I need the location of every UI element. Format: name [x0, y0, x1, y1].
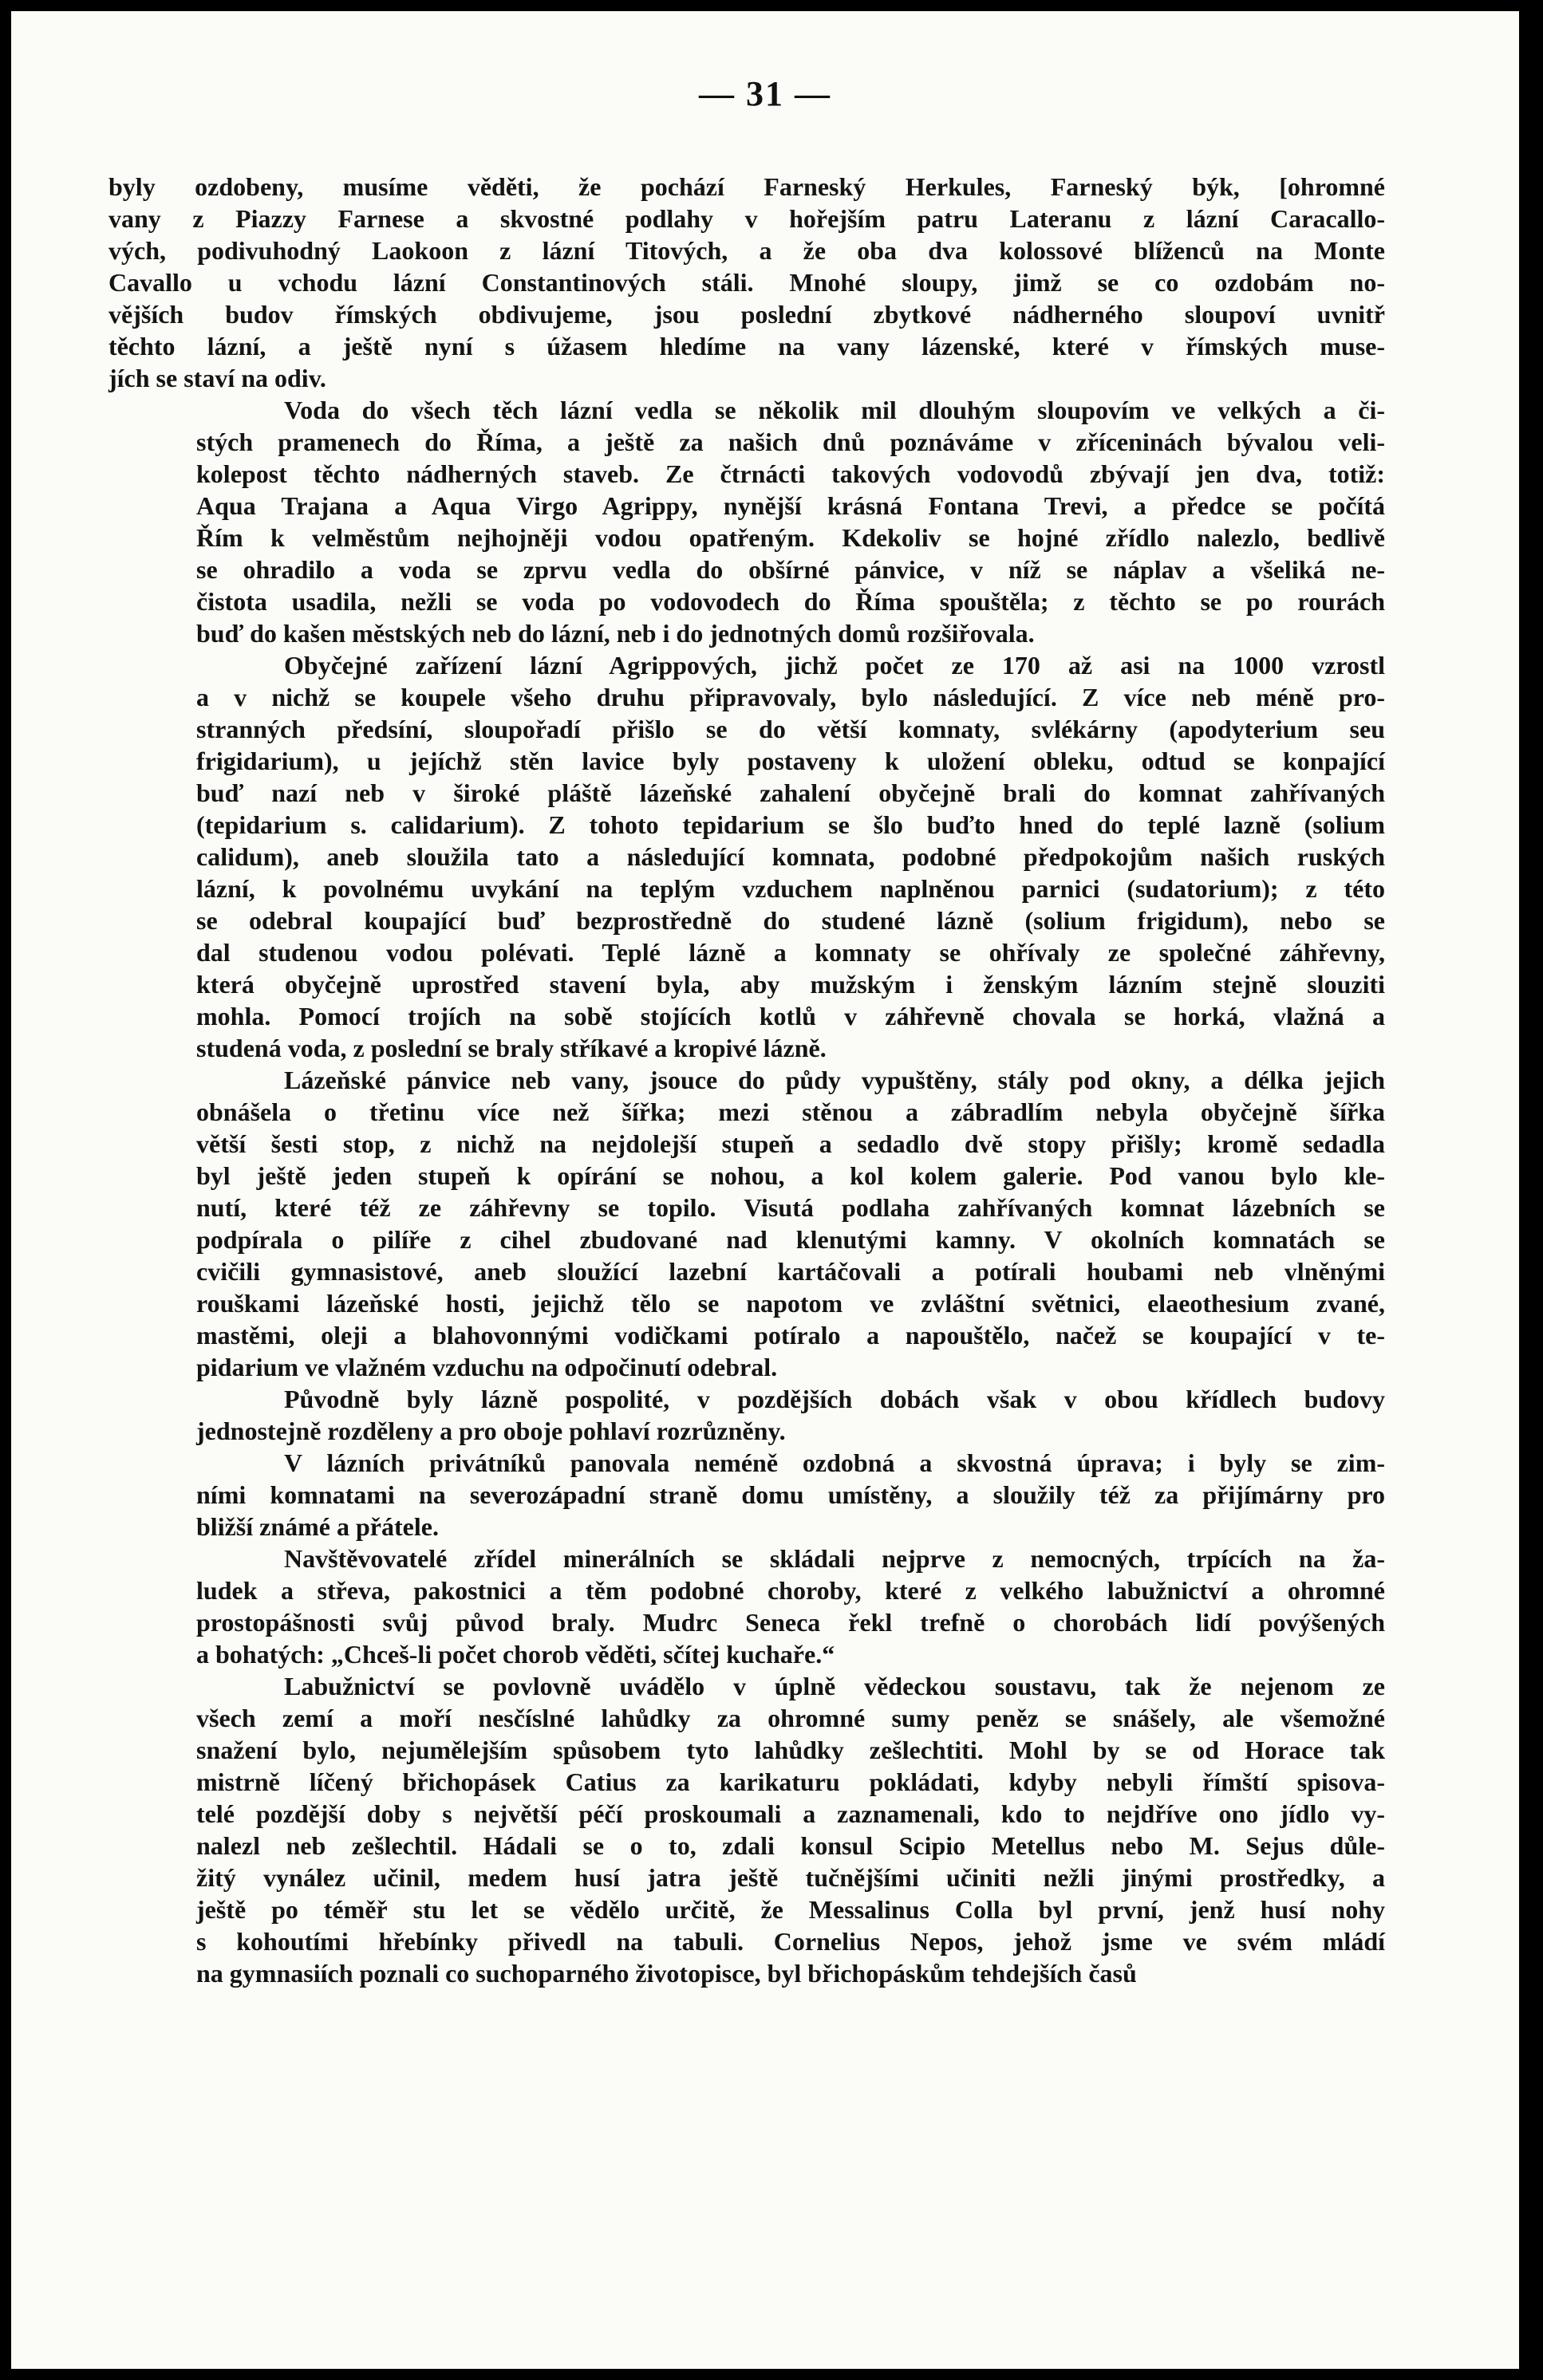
text-line: obnášela o třetinu více než šířka; mezi stěnou a zábradlím nebyla obyčejně šířka	[196, 1097, 1385, 1126]
text-line: mistrně líčený břichopásek Catius za karikaturu pokládati, kdyby nebyli římští spisova-	[196, 1767, 1385, 1796]
text-line: stranných předsíní, sloupořadí přišlo se do větší komnaty, svlékárny (apodyterium seu	[196, 715, 1385, 743]
text-line: na gymnasiích poznali co suchoparného životopisce, byl břichopáskům tehdejších časů	[196, 1959, 1137, 1988]
text-line: Řím k velměstům nejhojněji vodou opatřeným. Kdekoliv se hojné zřídlo nalezlo, bedlivě	[196, 523, 1385, 552]
text-line: ními komnatami na severozápadní straně domu umístěny, a sloužily též za přijímárny pro	[196, 1480, 1385, 1509]
text-line: těchto lázní, a ještě nyní s úžasem hledíme na vany lázenské, které v římských muse-	[109, 332, 1385, 361]
text-line: jích se staví na odiv.	[109, 364, 326, 392]
paragraph	[109, 1064, 1385, 1383]
text-line: vějších budov římských obdivujeme, jsou poslední zbytkové nádherného sloupoví uvnitř	[109, 300, 1385, 329]
text-line: byl ještě jeden stupeň k opírání se nohou, a kol kolem galerie. Pod vanou bylo kle-	[196, 1161, 1385, 1190]
text-line: buď do kašen městských neb do lázní, neb i do jednotných domů rozšiřovala.	[196, 619, 1035, 648]
paragraph	[109, 1670, 1385, 1989]
page-number: — 31 —	[699, 74, 831, 113]
text-line: čistota usadila, nežli se voda po vodovodech do Říma spouštěla; z těchto se po rourách	[196, 587, 1385, 616]
text-line: buď nazí neb v široké pláště lázeňské zahalení obyčejně brali do komnat zahřívaných	[196, 778, 1385, 807]
text-line: všech zemí a moří nesčíslné lahůdky za ohromné sumy peněz se snášely, ale všemožné	[196, 1704, 1385, 1732]
text-line: Lázeňské pánvice neb vany, jsouce do půdy vypuštěny, stály pod okny, a délka jejich	[284, 1066, 1385, 1094]
text-line: Labužnictví se povlovně uvádělo v úplně vědeckou soustavu, tak že nejenom ze	[284, 1672, 1385, 1700]
text-line: byly ozdobeny, musíme věděti, že pochází Farneský Herkules, Farneský býk, [ohromné	[109, 172, 1385, 201]
text-line: stých pramenech do Říma, a ještě za našich dnů poznáváme v zříceninách bývalou veli-	[196, 428, 1385, 456]
text-line: studená voda, z poslední se braly stříkavé a kropivé lázně.	[196, 1034, 827, 1062]
paragraph	[109, 171, 1385, 394]
text-line: lázní, k povolnému uvykání na teplým vzduchem naplněnou parnici (sudatorium); z této	[196, 874, 1385, 903]
text-line: bližší známé a přátele.	[196, 1512, 439, 1541]
text-line: vany z Piazzy Farnese a skvostné podlahy v hořejším patru Lateranu z lázní Caracallo-	[109, 204, 1385, 233]
text-line: s kohoutími hřebínky přivedl na tabuli. Cornelius Nepos, jehož jsme ve svém mládí	[196, 1927, 1385, 1956]
text-line: a bohatých: „Chceš-li počet chorob věděti, sčítej kuchaře.“	[196, 1640, 835, 1669]
text-line: a v nichž se koupele všeho druhu připravovaly, bylo následující. Z více neb méně pro-	[196, 683, 1385, 711]
text-line: Obyčejné zařízení lázní Agrippových, jichž počet ze 170 až asi na 1000 vzrostl	[284, 651, 1385, 680]
text-line: Cavallo u vchodu lázní Constantinových stáli. Mnohé sloupy, jimž se co ozdobám no-	[109, 268, 1385, 297]
text-line: se ohradilo a voda se zprvu vedla do obšírné pánvice, v níž se náplav a všeliká ne-	[196, 555, 1385, 584]
text-line: podpírala o pilíře z cihel zbudované nad klenutými kamny. V okolních komnatách se	[196, 1225, 1385, 1254]
text-line: se odebral koupající buď bezprostředně do studené lázně (solium frigidum), nebo se	[196, 906, 1385, 935]
text-line: rouškami lázeňské hosti, jejichž tělo se napotom ve zvláštní světnici, elaeothesium zvané,	[196, 1289, 1385, 1318]
paragraph	[109, 394, 1385, 649]
text-line: frigidarium), u jejíchž stěn lavice byly postaveny k uložení obleku, odtud se konpající	[196, 747, 1385, 775]
text-line: žitý vynález učinil, medem husí jatra ještě tučnějšími učiniti nežli jinými prostředky, a	[196, 1863, 1385, 1892]
text-line: nalezl neb zešlechtil. Hádali se o to, zdali konsul Scipio Metellus nebo M. Sejus důle-	[196, 1831, 1385, 1860]
text-line: Navštěvovatelé zřídel minerálních se skládali nejprve z nemocných, trpících na ža-	[284, 1544, 1385, 1573]
text-line: Voda do všech těch lázní vedla se několik mil dlouhým sloupovím ve velkých a či-	[284, 396, 1385, 424]
book-page	[11, 11, 1519, 2369]
text-line: telé pozdější doby s největší péčí proskoumali a zaznamenali, kdo to nejdříve ono jídlo vy-	[196, 1799, 1385, 1828]
text-line: Aqua Trajana a Aqua Virgo Agrippy, nynější krásná Fontana Trevi, a předce se počítá	[196, 491, 1385, 520]
text-line: prostopášnosti svůj původ braly. Mudrc Seneca řekl trefně o chorobách lidí povýšených	[196, 1608, 1385, 1637]
text-line: V lázních privátníků panovala neméně ozdobná a skvostná úprava; i byly se zim-	[284, 1448, 1385, 1477]
text-line: (tepidarium s. calidarium). Z tohoto tepidarium se šlo buďto hned do teplé lazně (solium	[196, 810, 1385, 839]
text-line: snažení bylo, nejumělejším spůsobem tyto lahůdky zešlechtiti. Mohl by se od Horace tak	[196, 1736, 1385, 1764]
text-line: vých, podivuhodný Laokoon z lázní Titových, a že oba dva kolossové blíženců na Monte	[109, 236, 1385, 265]
text-line: Původně byly lázně pospolité, v pozdějších dobách však v obou křídlech budovy	[284, 1385, 1385, 1413]
body-text	[109, 171, 1385, 1989]
text-line: dal studenou vodou polévati. Teplé lázně a komnaty se ohřívaly ze společné záhřevny,	[196, 938, 1385, 967]
text-line: cvičili gymnasistové, aneb sloužící lazební kartáčovali a potírali houbami neb vlněnými	[196, 1257, 1385, 1286]
text-line: ještě po téměř stu let se vědělo určitě, že Messalinus Colla byl první, jenž husí nohy	[196, 1895, 1385, 1924]
text-line: ludek a střeva, pakostnici a těm podobné choroby, které z velkého labužnictví a ohromné	[196, 1576, 1385, 1605]
text-line: která obyčejně uprostřed stavení byla, aby mužským i ženským lázním stejně slouziti	[196, 970, 1385, 999]
text-line: pidarium ve vlažném vzduchu na odpočinutí odebral.	[196, 1353, 778, 1381]
text-line: nutí, které též ze záhřevny se topilo. Visutá podlaha zahřívaných komnat lázebních se	[196, 1193, 1385, 1222]
paragraph	[109, 1447, 1385, 1543]
paragraph	[109, 649, 1385, 1064]
paragraph	[109, 1383, 1385, 1447]
text-line: jednostejně rozděleny a pro oboje pohlaví rozrůzněny.	[196, 1417, 786, 1445]
text-line: mohla. Pomocí trojích na sobě stojících kotlů v záhřevně chovala se horká, vlažná a	[196, 1002, 1385, 1030]
text-line: větší šesti stop, z nichž na nejdolejší stupeň a sedadlo dvě stopy přišly; kromě sedadla	[196, 1129, 1385, 1158]
paragraph	[109, 1543, 1385, 1670]
text-line: calidum), aneb sloužila tato a následující komnata, podobné předpokojům našich ruských	[196, 842, 1385, 871]
text-line: mastěmi, oleji a blahovonnými vodičkami potíralo a napouštělo, načež se koupající v te-	[196, 1321, 1385, 1350]
text-line: kolepost těchto nádherných staveb. Ze čtrnácti takových vodovodů zbývají jen dva, totiž:	[196, 459, 1385, 488]
